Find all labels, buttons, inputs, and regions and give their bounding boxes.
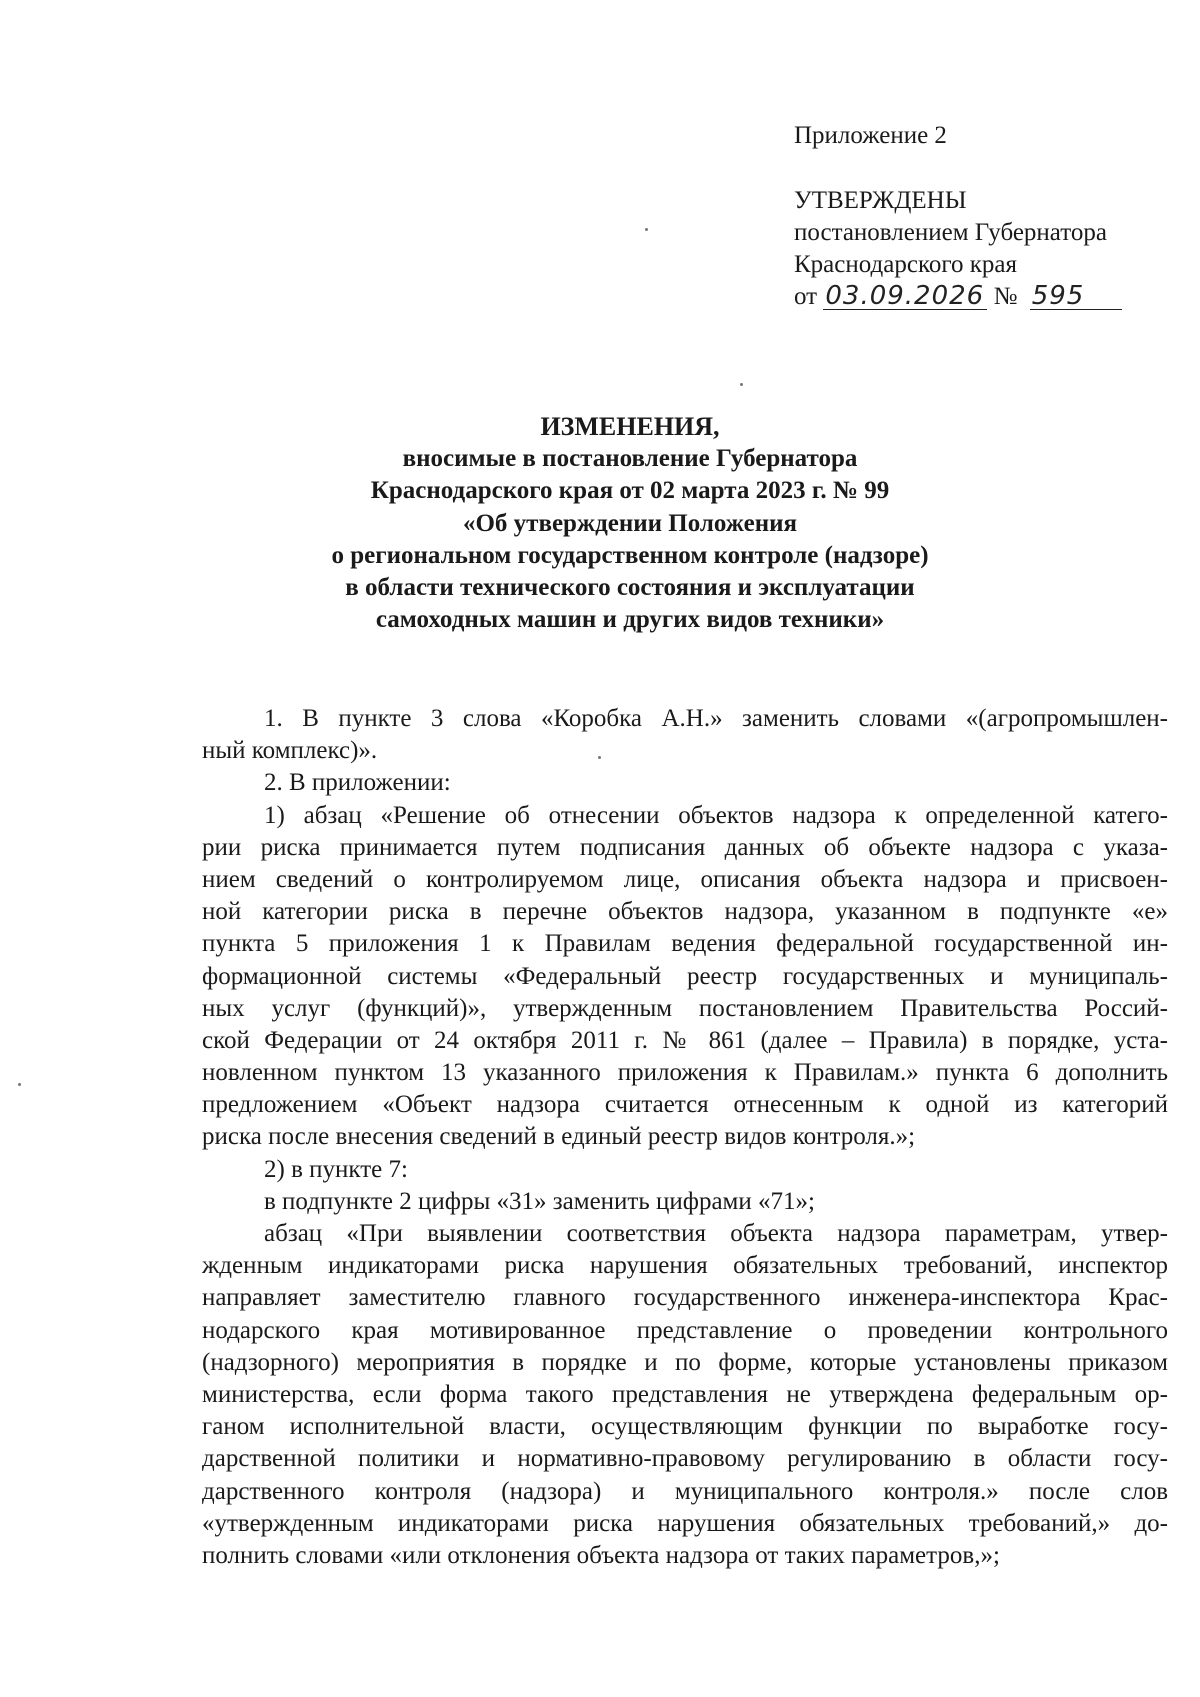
annex-label: Приложение 2	[794, 122, 947, 149]
body-line: жденным индикаторами риска нарушения обязательных требований, инспектор	[202, 1252, 1168, 1280]
title-line: вносимые в постановление Губернатора	[402, 445, 858, 473]
body-line: новленном пунктом 13 указанного приложения к Правилам.» пункта 6 дополнить	[202, 1059, 1168, 1087]
number-prefix: №	[993, 283, 1018, 310]
title-line: в области технического состояния и эксплуатации	[345, 574, 915, 602]
body-line: ных услуг (функций)», утвержденным постановлением Правительства Россий-	[202, 994, 1168, 1022]
body-line: направляет заместителю главного государственного инженера-инспектора Крас-	[202, 1284, 1168, 1312]
scan-speck	[598, 756, 601, 759]
body-line: дарственной политики и нормативно-правовому регулированию в области госу-	[202, 1445, 1168, 1473]
body-line: 2. В приложении:	[264, 769, 451, 797]
body-line: ганом исполнительной власти, осуществляющим функции по выработке госу-	[202, 1413, 1168, 1441]
title-main: ИЗМЕНЕНИЯ,	[540, 412, 720, 441]
handwritten-number: 595	[1030, 283, 1122, 310]
body-line: нодарского края мотивированное представление о проведении контрольного	[202, 1316, 1168, 1344]
body-line: дарственного контроля (надзора) и муниципального контроля.» после слов	[202, 1477, 1168, 1505]
handwritten-date: 03.09.2026	[823, 283, 987, 310]
body-line: нием сведений о контролируемом лице, описания объекта надзора и присвоен-	[202, 865, 1168, 893]
title-line: «Об утверждении Положения	[462, 509, 798, 537]
body-line: ной категории риска в перечне объектов надзора, указанном в подпункте «е»	[202, 898, 1168, 926]
body-line: рии риска принимается путем подписания данных об объекте надзора с указа-	[202, 833, 1168, 861]
approval-line-2: Краснодарского края	[794, 251, 1017, 278]
body-line: предложением «Объект надзора считается отнесенным к одной из категорий	[202, 1091, 1168, 1119]
body-line: формационной системы «Федеральный реестр государственных и муниципаль-	[202, 962, 1168, 990]
approval-line-1: постановлением Губернатора	[794, 219, 1107, 246]
scan-speck	[645, 228, 648, 231]
document-title	[230, 411, 1030, 636]
title-line: Краснодарского края от 02 марта 2023 г. № 99	[370, 477, 890, 505]
approval-block	[794, 120, 1174, 313]
body-line: в подпункте 2 цифры «31» заменить цифрами «71»;	[264, 1187, 815, 1215]
body-line: полнить словами «или отклонения объекта надзора от таких параметров,»;	[202, 1541, 1000, 1569]
title-line: о региональном государственном контроле (надзоре)	[331, 541, 929, 569]
body-line: министерства, если форма такого представления не утверждена федеральным ор-	[202, 1380, 1168, 1408]
body-line: ской Федерации от 24 октября 2011 г. № 861 (далее – Правила) в порядке, уста-	[202, 1026, 1168, 1054]
body-line: «утвержденным индикаторами риска нарушения обязательных требований,» до-	[202, 1509, 1168, 1537]
body-line: (надзорного) мероприятия в порядке и по форме, которые установлены приказом	[202, 1348, 1168, 1376]
title-lines	[230, 443, 1030, 636]
date-prefix: от	[794, 283, 818, 310]
body-line: пункта 5 приложения 1 к Правилам ведения федеральной государственной ин-	[202, 930, 1168, 958]
scan-speck	[18, 1083, 21, 1086]
document-body	[202, 703, 1168, 1572]
body-line: риска после внесения сведений в единый реестр видов контроля.»;	[202, 1123, 916, 1151]
body-line: 1) абзац «Решение об отнесении объектов надзора к определенной катего-	[264, 801, 1168, 829]
body-line: абзац «При выявлении соответствия объекта надзора параметрам, утвер-	[264, 1220, 1168, 1247]
approval-date-line	[794, 281, 1174, 313]
body-line: 1. В пункте 3 слова «Коробка А.Н.» заменить словами «(агропромышлен-	[264, 705, 1168, 732]
body-line: 2) в пункте 7:	[264, 1155, 408, 1183]
approved-label: УТВЕРЖДЕНЫ	[794, 187, 967, 214]
title-line: самоходных машин и других видов техники»	[375, 606, 885, 634]
body-line: ный комплекс)».	[202, 737, 378, 765]
scan-speck	[740, 383, 743, 386]
